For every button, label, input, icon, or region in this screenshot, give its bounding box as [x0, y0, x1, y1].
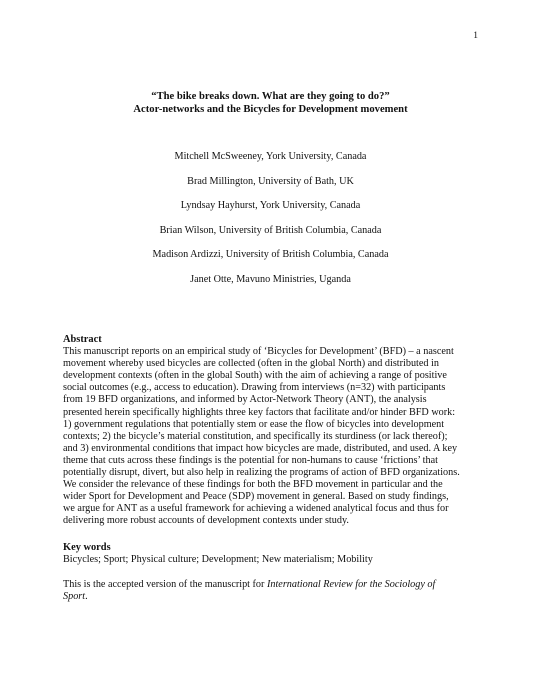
abstract-section	[63, 334, 483, 528]
journal-name: International Review for the Sociology of	[266, 579, 436, 590]
abstract-line: delivering more robust accounts of development contexts under study.	[63, 515, 349, 527]
accepted-prefix: This is the accepted version of the manuscript for	[63, 579, 267, 590]
accepted-line-2	[63, 591, 483, 603]
abstract-line: movement whereby used bicycles are collected (often in the global North) and distributed in	[63, 358, 439, 370]
title-line-1: “The bike breaks down. What are they going to do?”	[151, 91, 390, 102]
keywords-text: Bicycles; Sport; Physical culture; Development; New materialism; Mobility	[63, 554, 373, 566]
author-5: Madison Ardizzi, University of British Columbia, Canada	[152, 249, 389, 260]
abstract-line: theme that cuts across these findings is the potential for non-humans to cause ‘frictions’ that	[63, 454, 438, 466]
abstract-line: This manuscript reports on an empirical study of ‘Bicycles for Development’ (BFD) – a nascent	[63, 346, 454, 358]
abstract-heading: Abstract	[63, 334, 102, 345]
abstract-line: and 3) environmental conditions that impact how bicycles are made, distributed, and used. A key	[63, 442, 458, 454]
abstract-line: contexts; 2) the bicycle’s material constitution, and specifically its sturdiness (or lack thereof);	[63, 430, 448, 442]
abstract-line: we argue for ANT as a useful framework for achieving a widened analytical focus and thus for	[63, 503, 449, 515]
page-number: 1	[473, 31, 478, 41]
keywords-heading: Key words	[63, 542, 111, 553]
keywords-section	[63, 542, 483, 566]
abstract-line: development contexts (often in the global South) with the aim of achieving a range of positive	[63, 370, 447, 382]
title-line-2: Actor-networks and the Bicycles for Development movement	[133, 104, 408, 115]
abstract-line: 1) government regulations that potentially stem or ease the flow of bicycles into development	[63, 418, 445, 430]
abstract-line: wider Sport for Development and Peace (SDP) movement in general. Based on study findings,	[63, 491, 449, 503]
journal-name-cont: Sport	[63, 591, 86, 603]
paper-title	[0, 90, 541, 116]
author-list	[0, 151, 541, 298]
abstract-line: presented herein specifically highlights three key factors that facilitate and/or hinder BFD work:	[63, 406, 456, 418]
abstract-line: from 19 BFD organizations, and informed by Actor-Network Theory (ANT), the analysis	[63, 394, 427, 406]
accepted-suffix: .	[85, 591, 88, 603]
abstract-line: We consider the relevance of these findings for both the BFD movement in particular and the	[63, 479, 443, 491]
abstract-line: potentially disrupt, divert, but also help in realizing the programs of action of BFD organizations.	[63, 467, 460, 479]
accepted-version-note	[63, 579, 483, 603]
author-4: Brian Wilson, University of British Columbia, Canada	[159, 224, 382, 236]
accepted-line-1	[63, 579, 483, 591]
author-3: Lyndsay Hayhurst, York University, Canada	[180, 200, 361, 211]
author-1: Mitchell McSweeney, York University, Canada	[174, 151, 367, 162]
author-2: Brad Millington, University of Bath, UK	[187, 175, 354, 187]
author-6: Janet Otte, Mavuno Ministries, Uganda	[190, 273, 351, 285]
abstract-line: social outcomes (e.g., access to education). Drawing from interviews (n=32) with participants	[63, 382, 446, 394]
